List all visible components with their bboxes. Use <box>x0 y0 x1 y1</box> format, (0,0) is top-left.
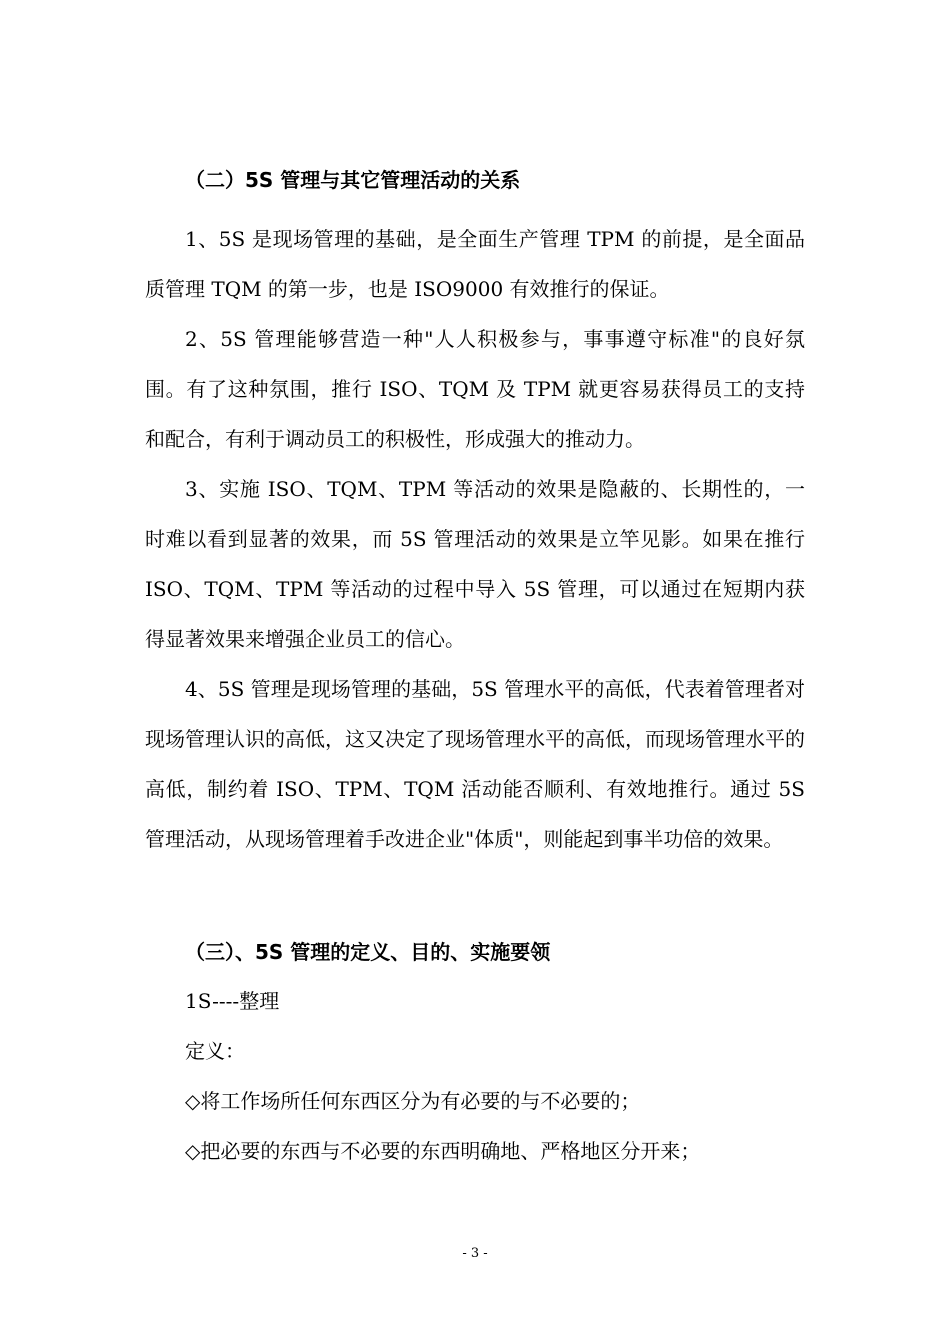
page-number: - 3 - <box>462 1246 488 1261</box>
document-page <box>145 160 805 1176</box>
item-title: 1S----整理 <box>185 989 280 1013</box>
bullet-item: ◇把必要的东西与不必要的东西明确地、严格地区分开来； <box>185 1139 701 1163</box>
bullet-item: ◇将工作场所任何东西区分为有必要的与不必要的； <box>185 1089 641 1113</box>
section-heading-definitions: （三）、5S 管理的定义、目的、实施要领 <box>185 940 551 964</box>
paragraph-4: 4、5S 管理是现场管理的基础，5S 管理水平的高低，代表着管理者对现场管理认识的高低，这又决定了现场管理水平的高低，而现场管理水平的高低，制约着 ISO、TPM、TQM 活动能否顺利、有效地推行。通过 5S 管理活动，从现场管理着手改进企业"体质"，则能起到事半功倍的效果。 <box>145 677 805 851</box>
paragraph-1: 1、5S 是现场管理的基础，是全面生产管理 TPM 的前提，是全面品质管理 TQM 的第一步，也是 ISO9000 有效推行的保证。 <box>145 227 805 301</box>
paragraph-3: 3、实施 ISO、TQM、TPM 等活动的效果是隐蔽的、长期性的，一时难以看到显著的效果，而 5S 管理活动的效果是立竿见影。如果在推行 ISO、TQM、TPM 等活动的过程中导入 5S 管理，可以通过在短期内获得显著效果来增强企业员工的信心。 <box>145 477 805 651</box>
paragraph-2: 2、5S 管理能够营造一种"人人积极参与，事事遵守标准"的良好氛围。有了这种氛围，推行 ISO、TQM 及 TPM 就更容易获得员工的支持和配合，有利于调动员工的积极性，形成强大的推动力。 <box>145 327 805 451</box>
definition-label: 定义： <box>185 1039 245 1063</box>
section-heading-relations: （二）5S 管理与其它管理活动的关系 <box>185 168 521 192</box>
